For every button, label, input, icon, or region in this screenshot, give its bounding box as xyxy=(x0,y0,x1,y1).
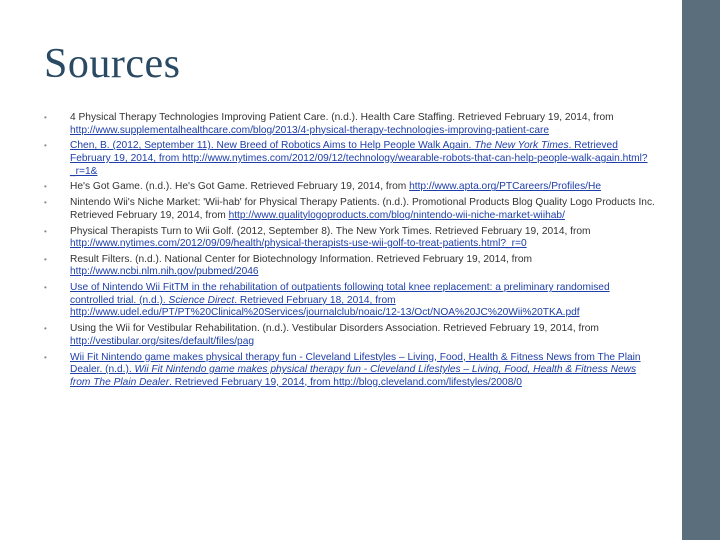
slide-sidebar-bar xyxy=(682,0,720,540)
reference-text: Result Filters. (n.d.). National Center for Biotechnology Information. Retrieved February 19, 2014, from xyxy=(70,253,533,265)
reference-link[interactable]: http://www.qualitylogoproducts.com/blog/nintendo-wii-niche-market-wiihab/ xyxy=(228,209,565,221)
reference-text: He's Got Game. (n.d.). He's Got Game. Retrieved February 19, 2014, from xyxy=(70,181,410,193)
reference-item xyxy=(44,112,656,137)
bullet-icon: • xyxy=(44,182,47,192)
reference-item xyxy=(44,323,656,348)
reference-link[interactable]: http://www.nytimes.com/2012/09/09/health/physical-therapists-use-wii-golf-to-treat-patients.html?_r=0 xyxy=(70,238,527,250)
reference-item xyxy=(44,254,656,279)
bullet-icon: • xyxy=(44,324,47,334)
reference-link[interactable]: . Retrieved February 18, 2014, from http://www.udel.edu/PT/PT%20Clinical%20Services/journalclub/noaic/12-13/Oct/NOA%20JC%20Wii%20TKA.pdf xyxy=(70,294,580,319)
reference-text: 4 Physical Therapy Technologies Improving Patient Care. (n.d.). Health Care Staffing. Retrieved February 19, 2014, from xyxy=(70,112,614,123)
reference-link[interactable]: Science Direct xyxy=(168,294,235,306)
reference-link[interactable]: Wii Fit Nintendo game makes physical therapy fun - Cleveland Lifestyles – Living, Food, Health & Fitness News from The Plain Dealer xyxy=(70,364,637,388)
reference-link[interactable]: http://vestibular.org/sites/default/files/pag xyxy=(70,335,255,347)
page-title: Sources xyxy=(44,41,181,87)
bullet-icon: • xyxy=(44,198,47,208)
reference-text: Using the Wii for Vestibular Rehabilitation. (n.d.). Vestibular Disorders Association. Retrieved February 19, 2014, from xyxy=(70,323,599,335)
bullet-icon: • xyxy=(44,352,47,362)
reference-link[interactable]: . Retrieved February 19, 2014, from http://blog.cleveland.com/lifestyles/2008/0 xyxy=(169,376,522,388)
bullet-icon: • xyxy=(44,141,47,151)
reference-link[interactable]: Chen, B. (2012, September 11). New Breed of Robotics Aims to Help People Walk Again. xyxy=(70,140,475,152)
reference-link[interactable]: http://www.apta.org/PTCareers/Profiles/He xyxy=(409,181,602,193)
reference-link[interactable]: Wii Fit Nintendo game makes physical therapy fun - Cleveland Lifestyles – Living, Food, Health & Fitness News from The Plain Dealer. (n.d.). xyxy=(70,351,641,376)
reference-item xyxy=(44,181,656,194)
reference-link[interactable]: The New York Times xyxy=(474,140,569,152)
bullet-icon: • xyxy=(44,113,47,122)
bullet-icon: • xyxy=(44,254,47,264)
reference-link[interactable]: Use of Nintendo Wii FitTM in the rehabilitation of outpatients following total knee replacement: a preliminary randomised controlled trial. (n.d.). xyxy=(70,282,610,306)
reference-item xyxy=(44,352,656,390)
reference-item xyxy=(44,282,656,320)
reference-text: Physical Therapists Turn to Wii Golf. (2012, September 8). The New York Times. Retrieved February 19, 2014, from xyxy=(70,225,591,237)
bullet-icon: • xyxy=(44,283,47,293)
reference-link[interactable]: http://www.ncbi.nlm.nih.gov/pubmed/2046 xyxy=(70,266,259,278)
reference-item xyxy=(44,140,656,178)
reference-link[interactable]: . Retrieved February 19, 2014, from http://www.nytimes.com/2012/09/12/technology/wearable-robots-that-can-help-people-walk-again.html?_r=1& xyxy=(70,140,648,177)
reference-item xyxy=(44,226,656,251)
reference-item xyxy=(44,197,656,222)
reference-list xyxy=(44,112,656,393)
reference-text: Nintendo Wii's Niche Market: 'Wii-hab' for Physical Therapy Patients. (n.d.). Promotional Products Blog Quality Logo Products Inc. Retrieved February 19, 2014, from xyxy=(70,197,655,221)
reference-link[interactable]: http://www.supplementalhealthcare.com/blog/2013/4-physical-therapy-technologies-improving-patient-care xyxy=(70,124,550,136)
bullet-icon: • xyxy=(44,226,47,236)
